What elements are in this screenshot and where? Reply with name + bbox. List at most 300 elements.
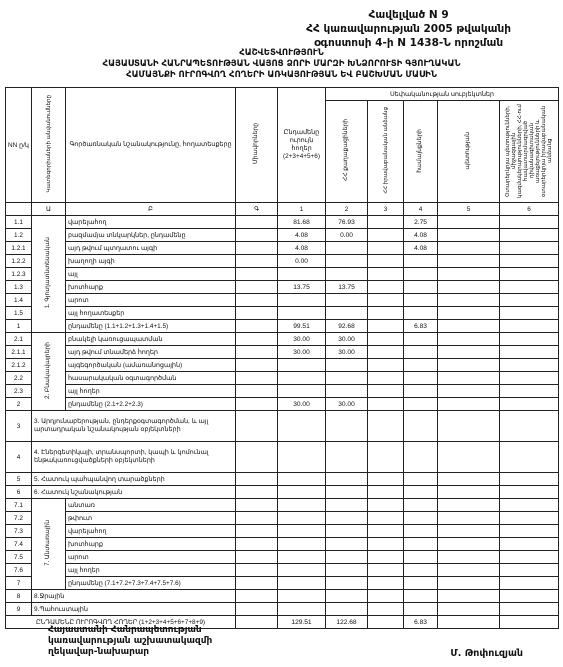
value-cell [438,486,500,499]
state-value [438,268,500,281]
row-number: 2.1.2 [6,359,32,372]
citizens-value: 0.00 [326,229,368,242]
communities-value [404,346,438,359]
citizens-value [326,242,368,255]
communities-value [404,281,438,294]
land-type: ընդամենը (2.1+2.2+2.3) [66,398,236,411]
value-cell [236,564,278,577]
value-cell [404,590,438,603]
signer-title-line2: կառավարության աշխատակազմի [48,636,213,646]
title-line3: ՀԱՄԱՅՆՔԻ ՈՒՐՈԳՎՈՂ ՀՈՂԵՐԻ ԱՌԿԱՅՈՒԹՅԱՆ ԵՎ ԲԱՇԽՄԱՆ ՄԱՍԻՆ [126,70,437,80]
total-value: 30.00 [278,333,326,346]
value-cell [500,538,559,551]
value-cell [438,551,500,564]
total-value [278,359,326,372]
value-cell [500,577,559,590]
row-number: 1.2.1 [6,242,32,255]
row-number: 1.2.3 [6,268,32,281]
row-number: 2 [6,398,32,411]
annex-note [306,8,511,50]
state-value [438,294,500,307]
value-cell [236,525,278,538]
value-cell [236,538,278,551]
header-own3: համայնքների [404,101,438,203]
communities-value: 4.08 [404,242,438,255]
legal-entities-value [368,385,404,398]
value-cell [404,442,438,473]
value-cell [500,499,559,512]
citizens-value: 30.00 [326,398,368,411]
value-cell [326,603,368,616]
value-cell [368,473,404,486]
communities-value [404,268,438,281]
citizens-value [326,307,368,320]
legal-entities-value [368,242,404,255]
category-name: 9.Պահուստային [32,603,236,616]
value-cell [500,442,559,473]
value-cell [438,577,500,590]
land-type: վարելահող [66,216,236,229]
unit [236,307,278,320]
communities-value: 4.08 [404,229,438,242]
state-value [438,255,500,268]
value-cell [500,486,559,499]
citizens-value: 92.68 [326,320,368,333]
header-total: Ընդամենը ուրույն հողեր (2+3+4+5+6) [278,88,326,203]
table-row [6,525,559,538]
legal-entities-value [368,359,404,372]
row-number: 2.3 [6,385,32,398]
header-own1: ՀՀ քաղաքացիների [326,101,368,203]
table-row [6,411,559,442]
unit [236,294,278,307]
value-cell [404,486,438,499]
table-row [6,473,559,486]
value-cell [236,486,278,499]
value-cell [368,442,404,473]
total-value: 30.00 [278,398,326,411]
unit [236,398,278,411]
value-cell [278,564,326,577]
header-own4: պետության [438,101,500,203]
table-row [6,499,559,512]
row-number: 5 [6,473,32,486]
table-row [6,442,559,473]
legal-entities-value [368,333,404,346]
total-value [278,294,326,307]
value-cell [326,551,368,564]
land-type: այգեգործական (ամառանոցային) [66,359,236,372]
category-name: 5. Հատուկ պահպանվող տարածքների [32,473,236,486]
value-cell [368,577,404,590]
value-cell [236,577,278,590]
value-cell [278,551,326,564]
signer-title-line1: Հայաստանի Հանրապետության [48,625,202,635]
value-cell [500,525,559,538]
state-value [438,385,500,398]
value-cell [326,442,368,473]
row-number: 2.2 [6,372,32,385]
table-row [6,229,559,242]
value-cell [326,411,368,442]
communities-value [404,372,438,385]
legal-entities-value [368,255,404,268]
value-cell [500,564,559,577]
value-cell [278,499,326,512]
state-value [438,307,500,320]
value-cell [278,577,326,590]
total-value [278,307,326,320]
header-measure: Միավորները [236,88,278,203]
title-line2: ՀԱՅԱՍՏԱՆԻ ՀԱՆՐԱՊԵՏՈՒԹՅԱՆ ՎԱՅՈՑ ՁՈՐԻ ՄԱՐԶԻ ԽՆՁՈՐՈՒՏԻ ԳՅՈՒՂԱԿԱՆ [102,59,461,69]
row-number: 4 [6,442,32,473]
value-cell [236,512,278,525]
row-number: 7 [6,577,32,590]
land-type: խոտհարք [66,538,236,551]
annex-line3: օգոստոսի 4-ի N 1438-Ն որոշման [314,37,504,49]
value-cell [438,525,500,538]
value-cell [500,551,559,564]
value-cell [404,499,438,512]
state-value [438,281,500,294]
row-number: 7.1 [6,499,32,512]
land-type: անտառ [66,499,236,512]
table-row [6,398,559,411]
header-own5: Օտարերկրյա պետությունների, միջազգային կազմակերպությունների, ՀՀ-ում հավատարմագրված դիվանագիտական առաքելությունների և օտարերկրյա իրավաբանական անձանց [500,101,559,203]
value-cell [326,473,368,486]
grand-total-value: 129.51 [278,616,326,629]
total-value: 0.00 [278,255,326,268]
value-cell [438,538,500,551]
unit [236,229,278,242]
communities-value [404,255,438,268]
table-row [6,294,559,307]
table-row [6,281,559,294]
unit [236,372,278,385]
value-cell [236,411,278,442]
unit [236,216,278,229]
unit [236,616,278,629]
foreign-value [500,398,559,411]
document-title [0,48,563,81]
legal-entities-value [368,229,404,242]
total-value: 81.68 [278,216,326,229]
row-number: 2.1.1 [6,346,32,359]
foreign-value [500,281,559,294]
land-type: ընդամենը (7.1+7.2+7.3+7.4+7.5+7.6) [66,577,236,590]
value-cell [326,499,368,512]
citizens-value [326,385,368,398]
annex-line1: Հավելված N 9 [368,9,449,21]
citizens-value [326,255,368,268]
value-cell [404,564,438,577]
communities-value: 6.83 [404,320,438,333]
state-value [438,333,500,346]
value-cell [278,486,326,499]
citizens-value [326,294,368,307]
value-cell [438,512,500,525]
land-report-table [5,87,559,629]
value-cell [278,411,326,442]
land-type: այդ թվում տնամերձ հողեր [66,346,236,359]
value-cell [236,590,278,603]
land-type: հասարակական օգտագործման [66,372,236,385]
value-cell [404,525,438,538]
value-cell [404,473,438,486]
row-number: 7.2 [6,512,32,525]
foreign-value [500,346,559,359]
foreign-value [500,242,559,255]
total-value [278,385,326,398]
header-land-types: Գործառնական նշանակությունը, հողատեսքերը [66,88,236,203]
land-type: այլ [66,268,236,281]
legal-entities-value [368,268,404,281]
unit [236,333,278,346]
land-type: վարելահող [66,525,236,538]
value-cell [438,616,500,629]
table-row [6,603,559,616]
legal-entities-value [368,281,404,294]
land-type: թփուտ [66,512,236,525]
legal-entities-value [368,216,404,229]
table-row [6,320,559,333]
header-category: Կատեգորիաների անվանումները [32,88,66,203]
land-type: բազմամյա տնկարկներ, ընդամենը [66,229,236,242]
table-row [6,333,559,346]
grand-total-label: ԸՆԴԱՄԵՆԸ ՈՒՐՈԳՎՈՂ ՀՈՂԵՐ (1+2+3+4+5+6+7+8+9) [6,616,236,629]
row-number: 1 [6,320,32,333]
header-own2: ՀՀ իրավաբանական անձանց [368,101,404,203]
value-cell [500,473,559,486]
total-value: 4.08 [278,242,326,255]
value-cell [438,442,500,473]
value-cell [326,577,368,590]
value-cell [326,486,368,499]
header-nn: NN ը/կ [6,88,32,203]
category-name: 8.Ջրային [32,590,236,603]
table-row [6,307,559,320]
state-value [438,346,500,359]
communities-value [404,333,438,346]
row-number: 1.1 [6,216,32,229]
foreign-value [500,229,559,242]
table-row [6,486,559,499]
table-row [6,346,559,359]
signer-name: Մ. Թոփուզյան [450,648,523,659]
state-value [438,398,500,411]
value-cell [500,590,559,603]
legal-entities-value [368,294,404,307]
state-value [438,320,500,333]
value-cell [368,590,404,603]
value-cell [236,499,278,512]
row-number: 8 [6,590,32,603]
total-value [278,372,326,385]
value-cell [368,551,404,564]
value-cell [236,442,278,473]
total-value [278,268,326,281]
table-row [6,268,559,281]
legal-entities-value [368,372,404,385]
foreign-value [500,294,559,307]
land-type: արոտ [66,551,236,564]
group-label-settlements: 2. Բնակավայրերի [32,333,66,411]
row-number: 1.5 [6,307,32,320]
land-type: այդ թվում պտղատու այգի [66,242,236,255]
value-cell [438,411,500,442]
value-cell [500,411,559,442]
group-label-forest: 7. Անտառային [32,499,66,590]
value-cell [326,525,368,538]
land-type: խաղողի այգի [66,255,236,268]
unit [236,359,278,372]
legal-entities-value [368,346,404,359]
communities-value [404,307,438,320]
unit [236,346,278,359]
legal-entities-value [368,307,404,320]
value-cell [500,616,559,629]
value-cell [278,525,326,538]
row-number: 3 [6,411,32,442]
foreign-value [500,359,559,372]
table-row [6,577,559,590]
value-cell [368,411,404,442]
unit [236,268,278,281]
total-value: 99.51 [278,320,326,333]
total-value: 13.75 [278,281,326,294]
table-row [6,385,559,398]
table-row [6,512,559,525]
category-name: 3. Արդյունաբերության, ընդերքօգտագործման, և այլ արտադրական նշանակության օբյեկտների [32,411,236,442]
land-type: այլ հողատեսքեր [66,307,236,320]
citizens-value [326,268,368,281]
row-number: 6 [6,486,32,499]
unit [236,385,278,398]
value-cell [404,603,438,616]
value-cell [326,512,368,525]
row-number: 9 [6,603,32,616]
signer-title-line3: ղեկավար-նախարար [48,647,150,657]
unit [236,242,278,255]
value-cell [278,538,326,551]
land-type: ընդամենը (1.1+1.2+1.3+1.4+1.5) [66,320,236,333]
value-cell [278,473,326,486]
table-row [6,359,559,372]
citizens-value [326,359,368,372]
category-name: 6. Հատուկ նշանակության [32,486,236,499]
table-row [6,255,559,268]
value-cell [236,551,278,564]
value-cell [368,616,404,629]
group-label-agricultural: 1. Գյուղատնտեսական [32,216,66,333]
value-cell [278,590,326,603]
state-value [438,229,500,242]
value-cell [278,512,326,525]
table-row [6,216,559,229]
value-cell [368,603,404,616]
value-cell [500,512,559,525]
land-type: բնակելի կառուցապատման [66,333,236,346]
legal-entities-value [368,320,404,333]
row-number: 7.3 [6,525,32,538]
communities-value [404,359,438,372]
unit [236,281,278,294]
value-cell [438,473,500,486]
value-cell [368,538,404,551]
citizens-value: 76.93 [326,216,368,229]
communities-value: 2.75 [404,216,438,229]
row-number: 1.2 [6,229,32,242]
citizens-value [326,372,368,385]
index-row: Ա Բ Գ 1 2 3 4 5 6 [6,203,559,216]
value-cell [326,564,368,577]
unit [236,320,278,333]
value-cell [500,603,559,616]
value-cell [368,499,404,512]
land-type: այլ հողեր [66,564,236,577]
value-cell [368,564,404,577]
grand-communities-value: 6.83 [404,616,438,629]
value-cell [438,603,500,616]
communities-value [404,398,438,411]
citizens-value: 30.00 [326,346,368,359]
foreign-value [500,385,559,398]
table-row [6,372,559,385]
value-cell [404,512,438,525]
citizens-value: 30.00 [326,333,368,346]
row-number: 7.5 [6,551,32,564]
foreign-value [500,372,559,385]
table-row [6,538,559,551]
value-cell [404,538,438,551]
value-cell [368,512,404,525]
value-cell [438,590,500,603]
category-name: 4. Էներգետիկայի, տրանսպորտի, կապի և կոմունալ ենթակառուցվածքների օբյեկտների [32,442,236,473]
table-row [6,564,559,577]
value-cell [278,603,326,616]
value-cell [236,473,278,486]
value-cell [404,411,438,442]
state-value [438,372,500,385]
communities-value [404,385,438,398]
value-cell [368,525,404,538]
table-row [6,590,559,603]
value-cell [278,442,326,473]
land-type: արոտ [66,294,236,307]
row-number: 1.3 [6,281,32,294]
foreign-value [500,320,559,333]
total-value: 4.08 [278,229,326,242]
value-cell [326,538,368,551]
table-row [6,242,559,255]
unit [236,255,278,268]
state-value [438,216,500,229]
signature-block [48,625,212,658]
legal-entities-value [368,398,404,411]
communities-value [404,294,438,307]
foreign-value [500,333,559,346]
value-cell [326,590,368,603]
value-cell [404,551,438,564]
foreign-value [500,268,559,281]
state-value [438,359,500,372]
value-cell [404,577,438,590]
total-value: 30.00 [278,346,326,359]
land-type: խոտհարք [66,281,236,294]
row-number: 7.6 [6,564,32,577]
row-number: 1.2.2 [6,255,32,268]
table-row [6,551,559,564]
